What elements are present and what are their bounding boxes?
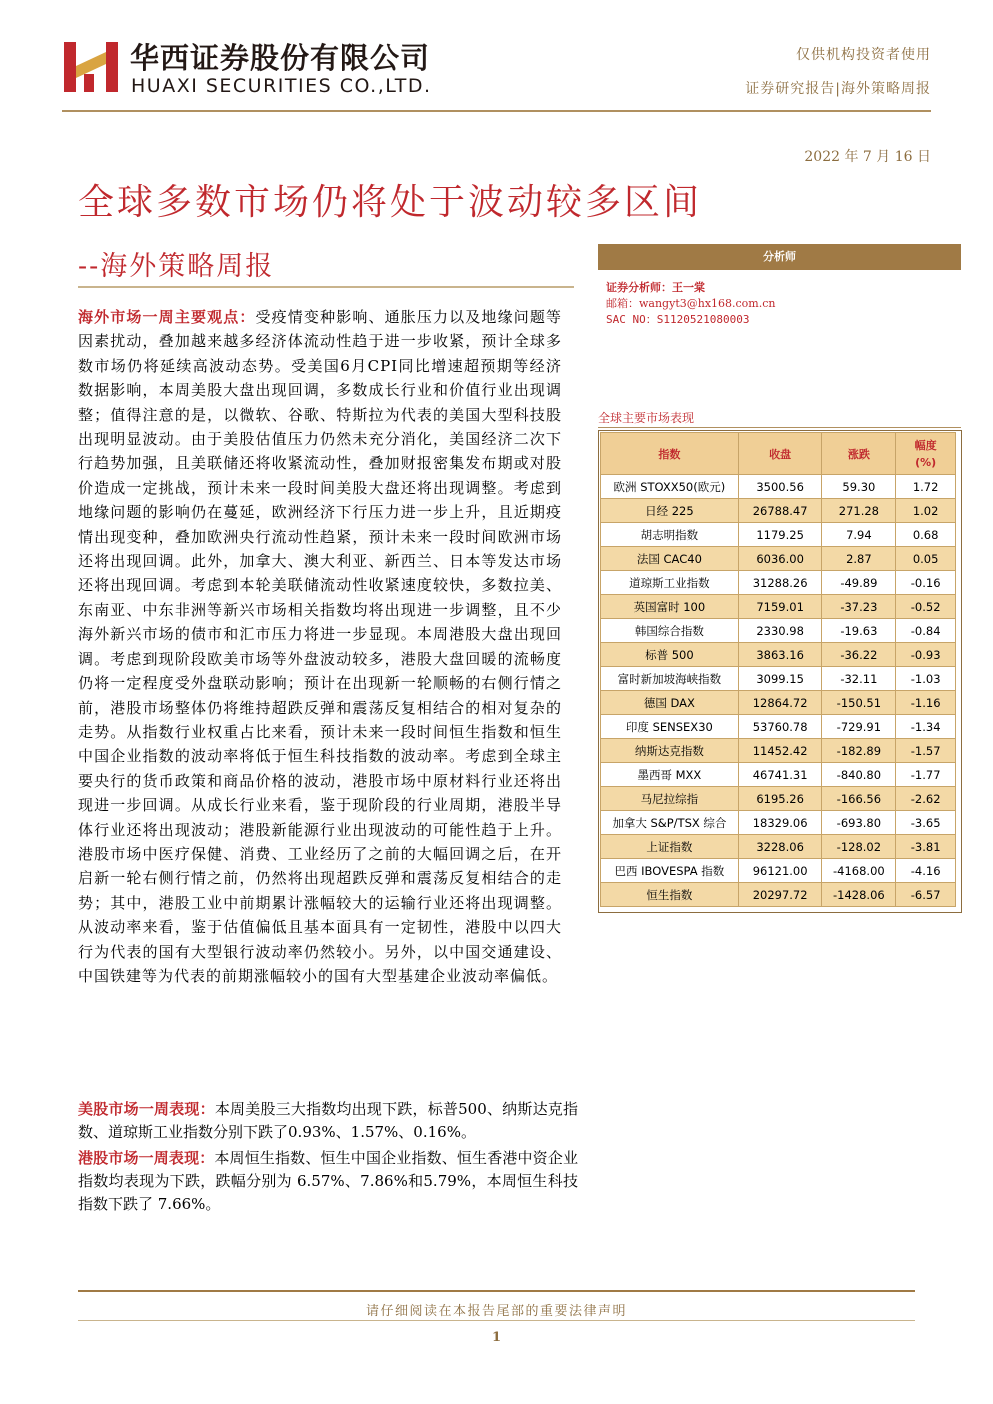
cell-change: -128.02 — [822, 835, 896, 859]
cell-pct: -3.65 — [896, 811, 956, 835]
cell-pct: 1.02 — [896, 499, 956, 523]
paragraph-text: 受疫情变种影响、通胀压力以及地缘问题等因素扰动，叠加越来越多经济体流动性趋于进一步收紧，预计全球多数市场仍将延续高波动态势。受美国6月CPI同比增速超预期等经济数据影响，本周美股大盘出现回调，多数成长行业和价值行业出现调整；值得注意的是，以微软、谷歌、特斯拉为代表的美国大型科技股出现明显波动。由于美股估值压力仍然未充分消化，美国经济二次下行趋势加强，且美联储还将收紧流动性，叠加财报密集发布期或对股价造成一定挑战，预计未来一段时间美股大盘还将出现调整。考虑到地缘问题的影响仍在蔓延，欧洲经济下行压力进一步上升，且近期疫情出现变种，叠加欧洲央行流动性趋紧，预计未来一段时间欧洲市场还将出现回调。此外，加拿大、澳大利亚、新西兰、日本等发达市场还将出现回调。考虑到本轮美联储流动性收紧速度较快，多数拉美、东南亚、中东非洲等新兴市场相关指数均将出现进一步调整，且不少海外新兴市场的债市和汇市压力将进一步显现。本周港股大盘出现回调。考虑到现阶段欧美市场等外盘波动较多，港股大盘回暖的流畅度仍将一定程度受外盘联动影响；预计在出现新一轮顺畅的右侧行情之前，港股市场整体仍将维持超跌反弹和震荡反复相结合的相对复杂的走势。从指数行业权重占比来看，预计未来一段时间恒生指数和恒生中国企业指数的波动率将低于恒生科技指数的波动率。考虑到全球主要央行的货币政策和商品价格的波动，港股市场中原材料行业还将出现进一步回调。从成长行业来看，鉴于现阶段的行业周期，港股半导体行业还将出现波动；港股新能源行业出现波动的可能性趋于上升。港股市场中医疗保健、消费、工业经历了之前的大幅回调之后，在开启新一轮右侧行情之前，仍然将出现超跌反弹和震荡反复相结合的走势；其中，港股工业中前期累计涨幅较大的运输行业还将出现调整。从波动率来看，鉴于估值偏低且基本面具有一定韧性，港股中以四大行为代表的国有大型银行波动率仍然较小。另外，以中国交通建设、中国铁建等为代表的前期涨幅较小的国有大型基建企业波动率偏低。 — [78, 308, 562, 985]
cell-close: 6195.26 — [738, 787, 822, 811]
table-row — [601, 523, 956, 547]
table-row — [601, 547, 956, 571]
cell-index: 日经 225 — [601, 499, 739, 523]
cell-close: 31288.26 — [738, 571, 822, 595]
cell-index: 纳斯达克指数 — [601, 739, 739, 763]
hk-market-paragraph — [78, 1147, 578, 1216]
cell-index: 道琼斯工业指数 — [601, 571, 739, 595]
cell-pct: -0.84 — [896, 619, 956, 643]
footer-divider — [78, 1290, 915, 1292]
cell-index: 富时新加坡海峡指数 — [601, 667, 739, 691]
table-row — [601, 715, 956, 739]
cell-close: 3863.16 — [738, 643, 822, 667]
paragraph-lead: 港股市场一周表现： — [78, 1149, 215, 1167]
audience-note: 仅供机构投资者使用 — [796, 47, 931, 63]
table-title: 全球主要市场表现 — [598, 411, 695, 425]
table-title-divider — [598, 427, 961, 428]
cell-pct: -1.57 — [896, 739, 956, 763]
cell-change: 7.94 — [822, 523, 896, 547]
header-close: 收盘 — [738, 433, 822, 475]
cell-close: 12864.72 — [738, 691, 822, 715]
page-number: 1 — [491, 1330, 502, 1345]
cell-change: -693.80 — [822, 811, 896, 835]
table-row — [601, 811, 956, 835]
analyst-name: 证券分析师：王一棠 — [606, 281, 705, 294]
cell-close: 18329.06 — [738, 811, 822, 835]
cell-index: 加拿大 S&P/TSX 综合 — [601, 811, 739, 835]
cell-pct: -1.77 — [896, 763, 956, 787]
cell-change: -49.89 — [822, 571, 896, 595]
cell-close: 1179.25 — [738, 523, 822, 547]
cell-index: 韩国综合指数 — [601, 619, 739, 643]
table-row — [601, 667, 956, 691]
us-market-paragraph — [78, 1098, 578, 1144]
cell-close: 3228.06 — [738, 835, 822, 859]
table-row — [601, 835, 956, 859]
analyst-sac: SAC NO：S1120521080003 — [606, 313, 750, 326]
cell-close: 53760.78 — [738, 715, 822, 739]
table-row — [601, 475, 956, 499]
cell-index: 上证指数 — [601, 835, 739, 859]
table-row — [601, 643, 956, 667]
cell-index: 法国 CAC40 — [601, 547, 739, 571]
footer-divider-thin — [78, 1320, 915, 1321]
company-name-en: HUAXI SECURITIES CO.,LTD. — [131, 75, 432, 97]
cell-index: 德国 DAX — [601, 691, 739, 715]
analyst-heading: 分析师 — [598, 244, 961, 270]
table-row — [601, 691, 956, 715]
cell-pct: -0.93 — [896, 643, 956, 667]
cell-close: 46741.31 — [738, 763, 822, 787]
cell-close: 6036.00 — [738, 547, 822, 571]
report-title: 全球多数市场仍将处于波动较多区间 — [78, 182, 703, 223]
report-subtitle: --海外策略周报 — [78, 251, 275, 282]
cell-index: 胡志明指数 — [601, 523, 739, 547]
cell-pct: -1.03 — [896, 667, 956, 691]
table-row — [601, 787, 956, 811]
cell-close: 2330.98 — [738, 619, 822, 643]
cell-pct: -0.16 — [896, 571, 956, 595]
cell-change: -1428.06 — [822, 883, 896, 907]
table-row — [601, 619, 956, 643]
cell-pct: 0.05 — [896, 547, 956, 571]
table-row — [601, 499, 956, 523]
huaxi-logo-icon — [62, 38, 120, 96]
header-divider — [62, 110, 931, 112]
analyst-email[interactable]: 邮箱：wangyt3@hx168.com.cn — [606, 297, 776, 310]
cell-index: 墨西哥 MXX — [601, 763, 739, 787]
cell-change: -36.22 — [822, 643, 896, 667]
cell-close: 7159.01 — [738, 595, 822, 619]
footer-disclaimer: 请仔细阅读在本报告尾部的重要法律声明 — [365, 1304, 627, 1319]
table-row — [601, 739, 956, 763]
cell-change: -182.89 — [822, 739, 896, 763]
table-row — [601, 859, 956, 883]
cell-index: 欧洲 STOXX50(欧元) — [601, 475, 739, 499]
cell-pct: 0.68 — [896, 523, 956, 547]
cell-change: -4168.00 — [822, 859, 896, 883]
cell-pct: -1.16 — [896, 691, 956, 715]
cell-change: -19.63 — [822, 619, 896, 643]
cell-change: -729.91 — [822, 715, 896, 739]
cell-pct: -4.16 — [896, 859, 956, 883]
cell-pct: 1.72 — [896, 475, 956, 499]
cell-change: -37.23 — [822, 595, 896, 619]
cell-index: 恒生指数 — [601, 883, 739, 907]
cell-change: -840.80 — [822, 763, 896, 787]
cell-index: 马尼拉综指 — [601, 787, 739, 811]
cell-change: -32.11 — [822, 667, 896, 691]
table-body — [601, 475, 956, 907]
table-row — [601, 763, 956, 787]
paragraph-lead: 海外市场一周主要观点： — [78, 308, 256, 326]
cell-index: 巴西 IBOVESPA 指数 — [601, 859, 739, 883]
cell-close: 96121.00 — [738, 859, 822, 883]
cell-change: 271.28 — [822, 499, 896, 523]
table-row — [601, 883, 956, 907]
report-type: 证券研究报告|海外策略周报 — [745, 81, 931, 97]
paragraph-text: 本周美股三大指数均出现下跌，标普500、纳斯达克指数、道琼斯工业指数分别下跌了0.93%、1.57%、0.16%。 — [78, 1100, 578, 1141]
cell-index: 英国富时 100 — [601, 595, 739, 619]
report-date: 2022 年 7 月 16 日 — [804, 149, 931, 165]
cell-pct: -3.81 — [896, 835, 956, 859]
cell-pct: -0.52 — [896, 595, 956, 619]
paragraph-lead: 美股市场一周表现： — [78, 1100, 215, 1118]
cell-close: 3099.15 — [738, 667, 822, 691]
cell-change: 59.30 — [822, 475, 896, 499]
header-change: 涨跌 — [822, 433, 896, 475]
cell-change: -150.51 — [822, 691, 896, 715]
cell-close: 20297.72 — [738, 883, 822, 907]
table-row — [601, 595, 956, 619]
cell-change: 2.87 — [822, 547, 896, 571]
table-row — [601, 571, 956, 595]
cell-index: 标普 500 — [601, 643, 739, 667]
overseas-market-paragraph — [78, 305, 562, 988]
subtitle-divider — [78, 286, 574, 288]
header-index: 指数 — [601, 433, 739, 475]
company-name-cn: 华西证券股份有限公司 — [130, 41, 431, 75]
cell-pct: -2.62 — [896, 787, 956, 811]
cell-change: -166.56 — [822, 787, 896, 811]
header-pct: 幅度 (%) — [896, 433, 956, 475]
cell-close: 11452.42 — [738, 739, 822, 763]
cell-pct: -1.34 — [896, 715, 956, 739]
market-performance-table — [600, 432, 956, 907]
cell-index: 印度 SENSEX30 — [601, 715, 739, 739]
table-header-row — [601, 433, 956, 475]
cell-close: 26788.47 — [738, 499, 822, 523]
cell-close: 3500.56 — [738, 475, 822, 499]
paragraph-text: 本周恒生指数、恒生中国企业指数、恒生香港中资企业指数均表现为下跌，跌幅分别为 6.57%、7.86%和5.79%，本周恒生科技指数下跌了 7.66%。 — [78, 1149, 578, 1213]
cell-pct: -6.57 — [896, 883, 956, 907]
